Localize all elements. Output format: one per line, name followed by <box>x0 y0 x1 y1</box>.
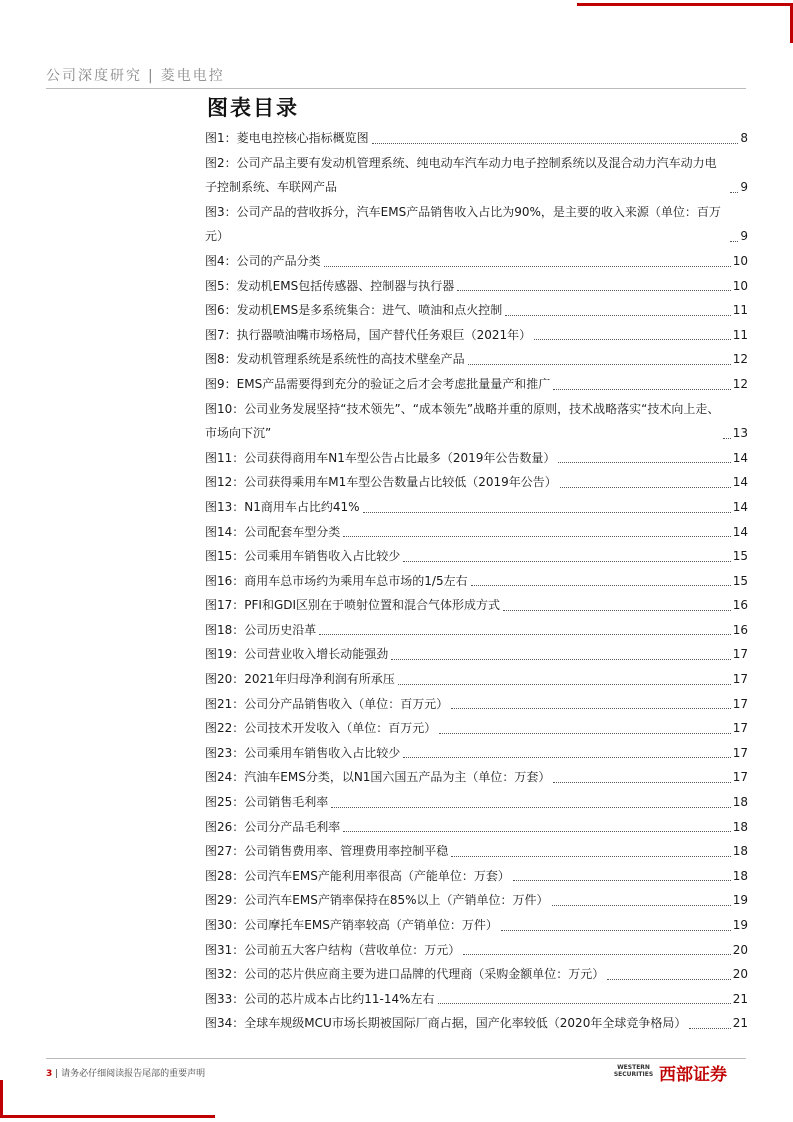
toc-leader-dots <box>439 733 730 734</box>
toc-entry-title: 图20：2021年归母净利润有所承压 <box>205 672 395 687</box>
toc-entry-title: 图23：公司乘用车销售收入占比较少 <box>205 745 401 760</box>
toc-entry[interactable] <box>205 200 748 249</box>
toc-entry[interactable] <box>205 716 748 741</box>
toc-leader-dots <box>730 192 738 193</box>
toc-entry[interactable] <box>205 962 748 987</box>
toc-entry[interactable] <box>205 470 748 495</box>
toc-leader-dots <box>398 684 731 685</box>
toc-entry-page: 8 <box>740 131 748 145</box>
toc-leader-dots <box>558 462 730 463</box>
toc-leader-dots <box>730 241 738 242</box>
toc-leader-dots <box>513 880 731 881</box>
toc-entry-title: 图11：公司获得商用车N1车型公告占比最多（2019年公告数量） <box>205 450 556 465</box>
toc-entry[interactable] <box>205 274 748 299</box>
toc-leader-dots <box>451 856 730 857</box>
toc-leader-dots <box>607 979 730 980</box>
toc-leader-dots <box>689 1028 730 1029</box>
toc-entry[interactable] <box>205 765 748 790</box>
toc-leader-dots <box>403 561 730 562</box>
toc-entry-title: 图34：全球车规级MCU市场长期被国际厂商占据，国产化率较低（2020年全球竞争格局） <box>205 1016 687 1031</box>
logo-chinese: 西部证券 <box>659 1065 727 1085</box>
toc-entry-page: 9 <box>740 229 748 244</box>
toc-entry[interactable] <box>205 790 748 815</box>
toc-entry-title: 图17：PFI和GDI区别在于喷射位置和混合气体形成方式 <box>205 598 501 613</box>
toc-leader-dots <box>319 634 730 635</box>
toc-entry-title: 图15：公司乘用车销售收入占比较少 <box>205 549 401 564</box>
toc-entry-page: 17 <box>732 696 748 711</box>
header-divider <box>46 88 746 89</box>
toc-entry-page: 15 <box>732 549 748 564</box>
toc-leader-dots <box>505 315 731 316</box>
toc-entry[interactable] <box>205 372 748 397</box>
toc-entry-page: 10 <box>732 253 748 268</box>
toc-entry[interactable] <box>205 495 748 520</box>
toc-entry-title: 图13：N1商用车占比约41% <box>205 499 360 514</box>
toc-entry[interactable] <box>205 298 748 323</box>
toc-entry-title: 图1：菱电电控核心指标概览图 <box>205 131 369 145</box>
corner-decoration-bottom-left-vertical <box>0 1080 3 1118</box>
toc-entry-title: 图29：公司汽车EMS产销率保持在85%以上（产销单位：万件） <box>205 893 549 908</box>
toc-entry-title: 图12：公司获得乘用车M1车型公告数量占比较低（2019年公告） <box>205 475 557 490</box>
logo-english-top: WESTERN <box>617 1064 650 1071</box>
toc-entry-page: 11 <box>732 303 748 318</box>
toc-entry-page: 12 <box>732 376 748 391</box>
toc-entry[interactable] <box>205 249 748 274</box>
toc-leader-dots <box>723 438 731 439</box>
toc-entry-page: 21 <box>732 991 748 1006</box>
toc-entry-page: 19 <box>732 893 748 908</box>
toc-entry-page: 20 <box>732 967 748 982</box>
toc-leader-dots <box>363 512 731 513</box>
footer-separator: | <box>55 1069 59 1079</box>
toc-leader-dots <box>324 266 731 267</box>
toc-entry-page: 10 <box>732 278 748 293</box>
toc-entry-title: 图10：公司业务发展坚持“技术领先”、“成本领先”战略并重的原则，技术战略落实“技术向上走、市场向下沉” <box>205 401 720 441</box>
toc-leader-dots <box>451 708 730 709</box>
toc-leader-dots <box>503 610 731 611</box>
toc-entry[interactable] <box>205 938 748 963</box>
toc-leader-dots <box>343 831 730 832</box>
toc-entry-page: 17 <box>732 647 748 662</box>
toc-entry[interactable] <box>205 397 748 446</box>
toc-leader-dots <box>471 585 731 586</box>
header-section: 公司深度研究 <box>46 68 142 84</box>
toc-entry-title: 图32：公司的芯片供应商主要为进口品牌的代理商（采购金额单位：万元） <box>205 967 605 982</box>
toc-entry-title: 图2：公司产品主要有发动机管理系统、纯电动车汽车动力电子控制系统以及混合动力汽车动力电子控制系统、车联网产品 <box>205 155 717 195</box>
toc-entry-page: 18 <box>732 844 748 859</box>
toc-entry-title: 图5：发动机EMS包括传感器、控制器与执行器 <box>205 278 455 293</box>
toc-entry-page: 18 <box>732 795 748 810</box>
toc-entry-page: 16 <box>732 622 748 637</box>
toc-entry-title: 图7：执行器喷油嘴市场格局，国产替代任务艰巨（2021年） <box>205 327 532 342</box>
toc-entry[interactable] <box>205 864 748 889</box>
toc-entry-title: 图25：公司销售毛利率 <box>205 795 329 810</box>
footer-disclaimer: 请务必仔细阅读报告尾部的重要声明 <box>61 1069 206 1079</box>
toc-entry-page: 17 <box>732 745 748 760</box>
toc-entry-title: 图9：EMS产品需要得到充分的验证之后才会考虑批量量产和推广 <box>205 376 551 391</box>
toc-entry-title: 图8：发动机管理系统是系统性的高技术壁垒产品 <box>205 352 465 367</box>
toc-entry-page: 16 <box>732 598 748 613</box>
toc-leader-dots <box>552 905 731 906</box>
toc-entry-page: 17 <box>732 721 748 736</box>
toc-entry-title: 图21：公司分产品销售收入（单位：百万元） <box>205 696 449 711</box>
toc-entry[interactable] <box>205 446 748 471</box>
corner-decoration-bottom-left <box>0 1115 215 1118</box>
toc-entry-title: 图24：汽油车EMS分类，以N1国六国五产品为主（单位：万套） <box>205 770 551 785</box>
toc-entry-title: 图28：公司汽车EMS产能利用率很高（产能单位：万套） <box>205 868 510 883</box>
toc-entry-title: 图4：公司的产品分类 <box>205 253 321 268</box>
toc-entry-title: 图22：公司技术开发收入（单位：百万元） <box>205 721 437 736</box>
toc-leader-dots <box>534 339 731 340</box>
toc-entry[interactable] <box>205 569 748 594</box>
logo-english-bottom: SECURITIES <box>613 1071 654 1078</box>
toc-leader-dots <box>463 954 730 955</box>
toc-entry-title: 图16：商用车总市场约为乘用车总市场的1/5左右 <box>205 573 468 588</box>
toc-entry-title: 图26：公司分产品毛利率 <box>205 819 341 834</box>
toc-entry[interactable] <box>205 667 748 692</box>
toc-entry-title: 图19：公司营业收入增长动能强劲 <box>205 647 389 662</box>
toc-entry[interactable] <box>205 520 748 545</box>
toc-entry-page: 17 <box>732 770 748 785</box>
toc-entry-title: 图18：公司历史沿革 <box>205 622 317 637</box>
toc-entry[interactable] <box>205 126 748 151</box>
toc-entry-page: 17 <box>732 672 748 687</box>
header-company: 菱电电控 <box>160 68 225 84</box>
toc-entry-page: 21 <box>732 1016 748 1031</box>
toc-entry[interactable] <box>205 347 748 372</box>
toc-entry[interactable] <box>205 544 748 569</box>
toc-entry-title: 图31：公司前五大客户结构（营收单位：万元） <box>205 942 461 957</box>
toc-entry[interactable] <box>205 323 748 348</box>
toc-entry-page: 18 <box>732 819 748 834</box>
toc-entry[interactable] <box>205 692 748 717</box>
toc-entry-page: 11 <box>732 327 748 342</box>
company-logo <box>611 1060 747 1085</box>
toc-entry[interactable] <box>205 815 748 840</box>
toc-entry[interactable] <box>205 987 748 1012</box>
toc-entry[interactable] <box>205 593 748 618</box>
toc-leader-dots <box>331 807 730 808</box>
toc-entry[interactable] <box>205 618 748 643</box>
toc-entry[interactable] <box>205 888 748 913</box>
toc-entry-page: 15 <box>732 573 748 588</box>
toc-leader-dots <box>403 757 730 758</box>
toc-entry[interactable] <box>205 151 748 200</box>
toc-entry-page: 14 <box>732 475 748 490</box>
toc-entry-page: 14 <box>732 524 748 539</box>
toc-entry-page: 9 <box>740 180 748 195</box>
page-footer <box>46 1066 205 1079</box>
toc-entry-title: 图6：发动机EMS是多系统集合：进气、喷油和点火控制 <box>205 303 503 318</box>
toc-entry[interactable] <box>205 741 748 766</box>
header-separator: | <box>148 68 155 84</box>
toc-leader-dots <box>553 389 731 390</box>
page-header <box>46 65 225 85</box>
toc-entry-page: 20 <box>732 942 748 957</box>
toc-entry-title: 图3：公司产品的营收拆分，汽车EMS产品销售收入占比为90%，是主要的收入来源（单位：百万元） <box>205 204 721 244</box>
toc-leader-dots <box>468 364 731 365</box>
toc-entry[interactable] <box>205 642 748 667</box>
toc-entry-page: 18 <box>732 868 748 883</box>
toc-entry[interactable] <box>205 839 748 864</box>
logo-english <box>611 1064 656 1078</box>
toc-leader-dots <box>438 1003 731 1004</box>
toc-entry-title: 图30：公司摩托车EMS产销率较高（产销单位：万件） <box>205 918 498 932</box>
toc-entry[interactable] <box>205 1011 748 1036</box>
toc-leader-dots <box>343 536 730 537</box>
footer-divider <box>46 1058 746 1059</box>
toc-leader-dots <box>372 143 739 144</box>
toc-entry-page: 14 <box>732 450 748 465</box>
toc-entry-page: 13 <box>732 426 748 441</box>
toc-entry-title: 图27：公司销售费用率、管理费用率控制平稳 <box>205 844 449 859</box>
toc-leader-dots <box>391 659 730 660</box>
toc-title: 图表目录 <box>207 96 299 120</box>
toc-entry-page: 19 <box>732 918 748 932</box>
toc-leader-dots <box>501 930 731 931</box>
toc-entry-title: 图33：公司的芯片成本占比约11-14%左右 <box>205 991 435 1006</box>
toc-leader-dots <box>553 782 730 783</box>
toc-entry-page: 12 <box>732 352 748 367</box>
toc-leader-dots <box>457 290 731 291</box>
toc-entry-page: 14 <box>732 499 748 514</box>
toc-entry[interactable] <box>205 913 748 938</box>
table-of-figures <box>205 126 748 1036</box>
toc-entry-title: 图14：公司配套车型分类 <box>205 524 341 539</box>
corner-decoration-top-right <box>577 3 793 6</box>
page-number: 3 <box>46 1069 53 1079</box>
toc-leader-dots <box>560 487 731 488</box>
